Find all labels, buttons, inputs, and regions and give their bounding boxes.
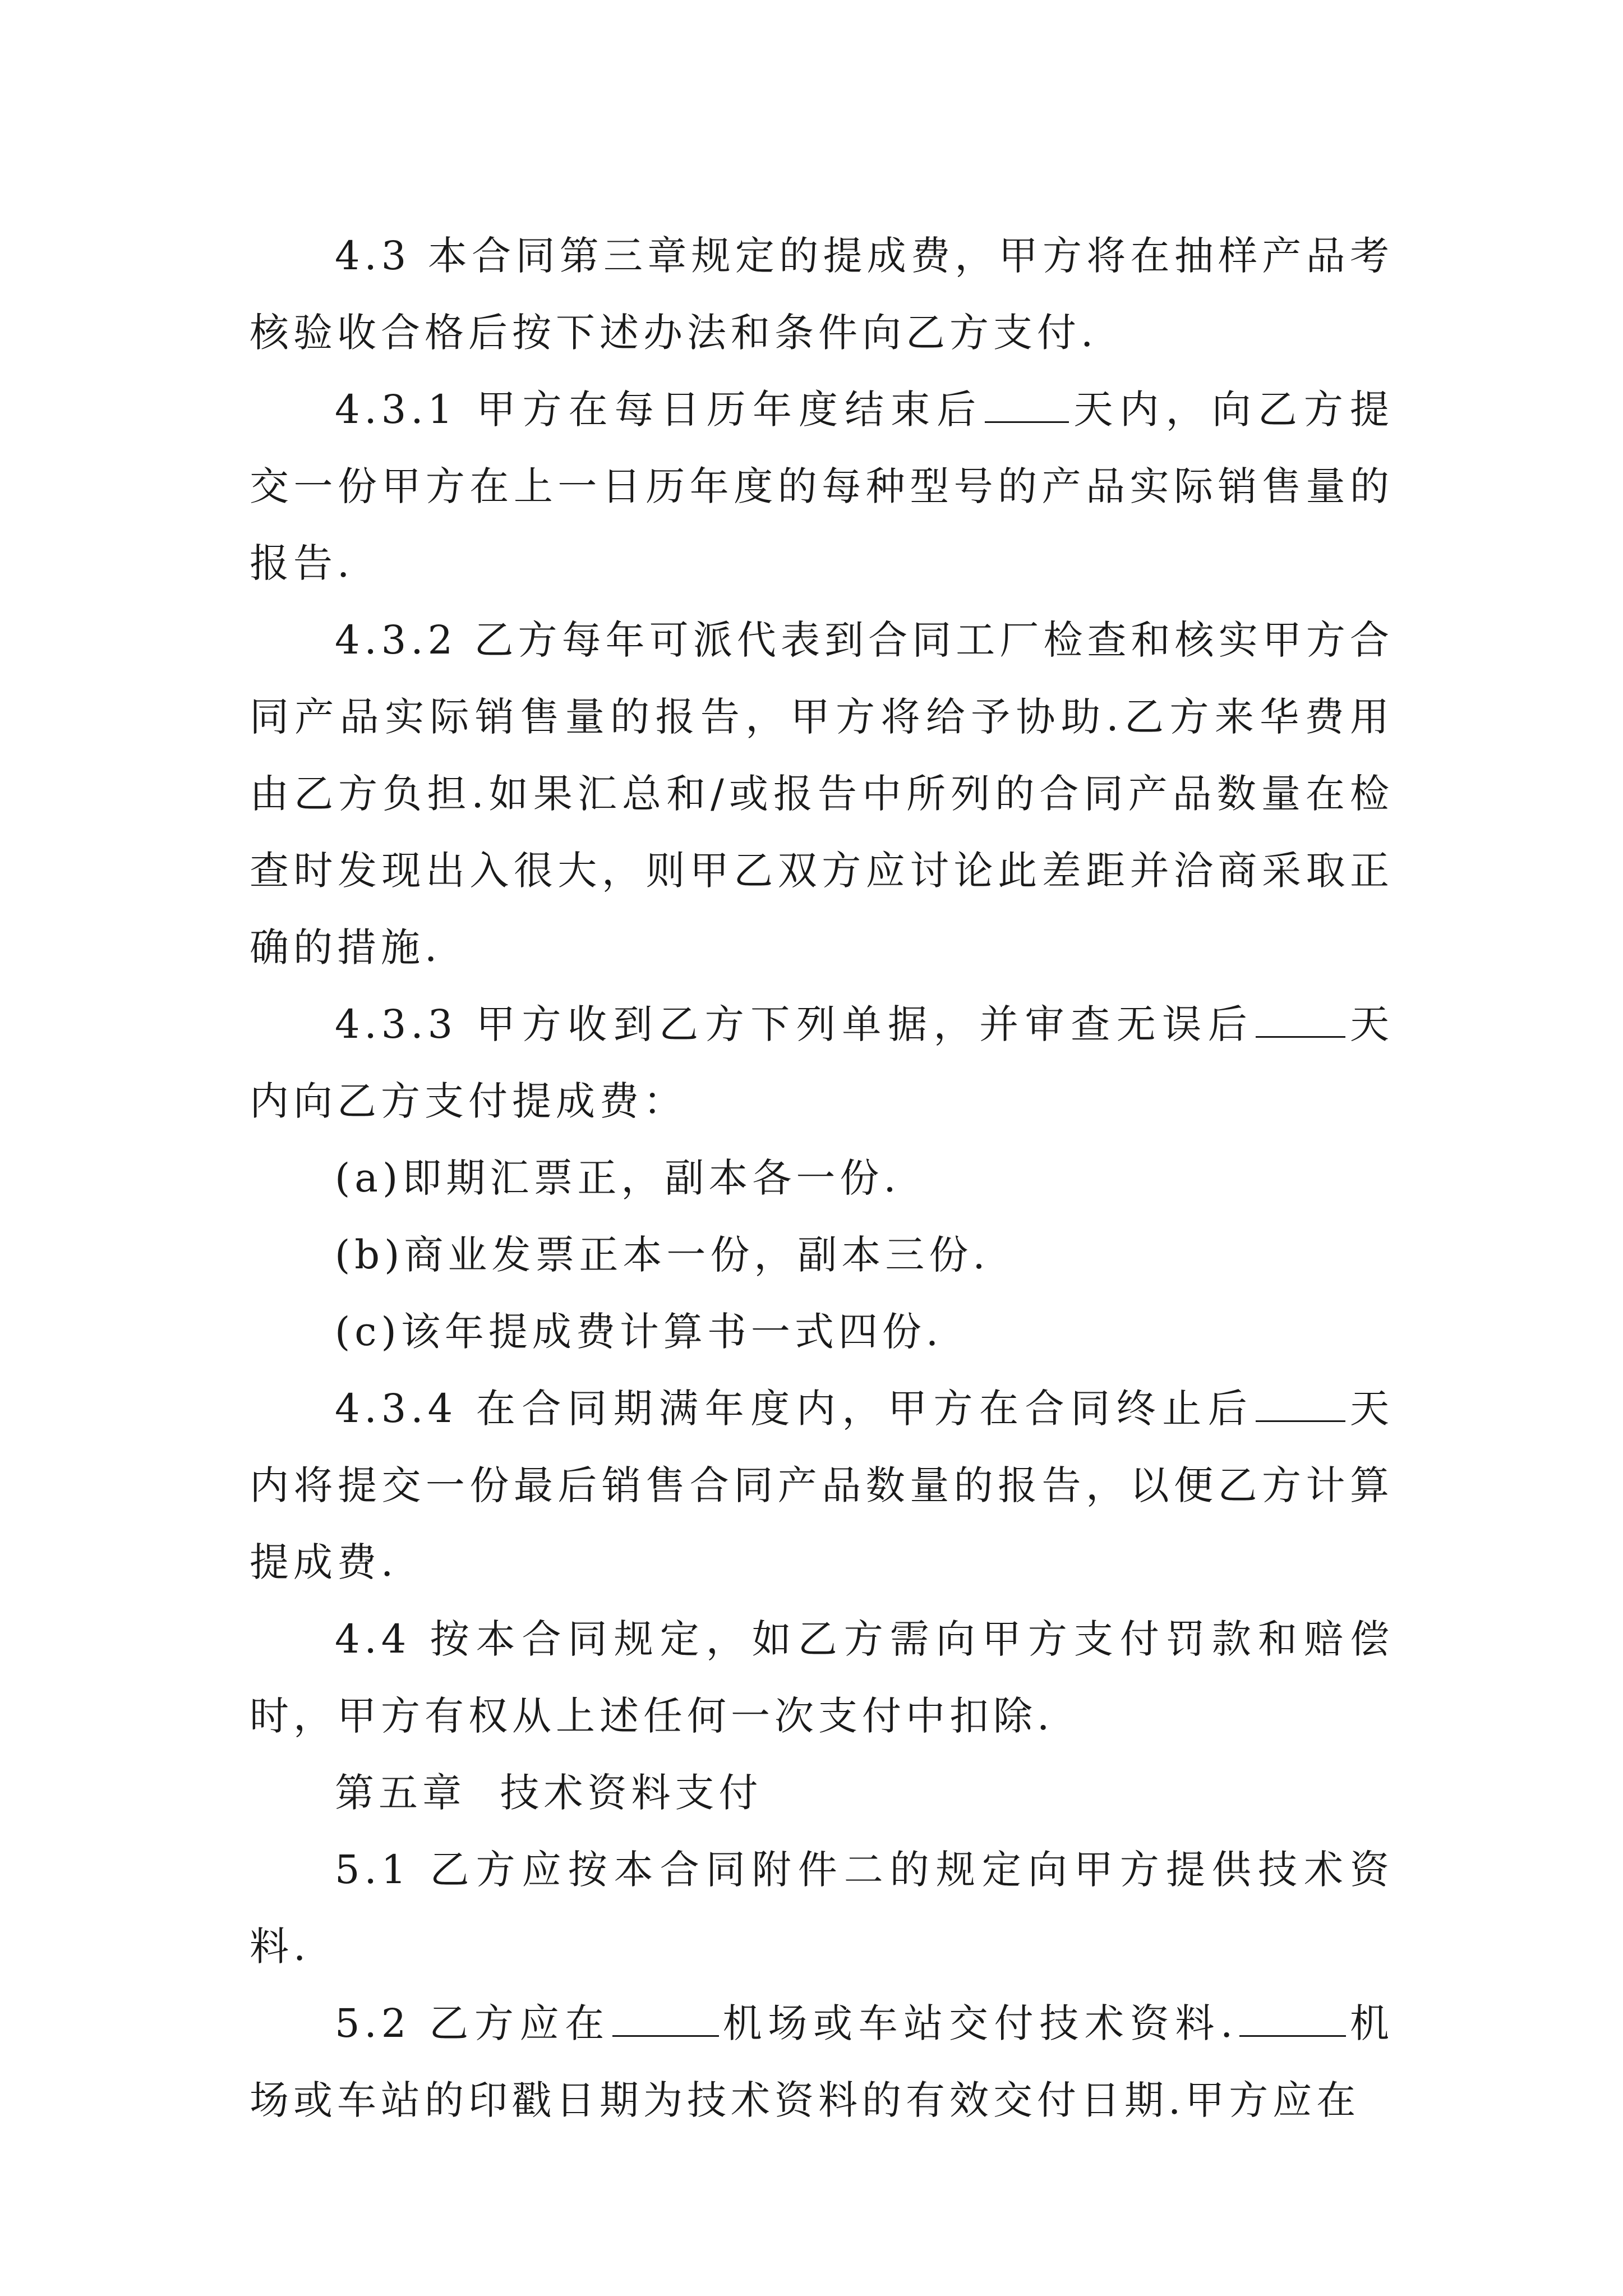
list-item-text: (a)即期汇票正，副本各一份. — [335, 1155, 901, 1201]
clause-text: 5.1 乙方应按本合同附件二的规定向甲方提供技术资料. — [250, 1847, 1394, 1970]
clause-text: 天内，向乙方提交一份甲方在上一日历年度的每种型号的产品实际销售量的报告. — [250, 386, 1394, 586]
chapter-heading — [250, 1755, 1394, 1832]
list-item-a — [250, 1140, 1394, 1217]
list-item-text: (c)该年提成费计算书一式四份. — [335, 1309, 943, 1355]
clause-text: 机场或车站交付技术资料. — [721, 2000, 1238, 2046]
clause-4-3-3 — [250, 986, 1394, 1140]
clause-text: 4.3.1 甲方在每日历年度结束后 — [335, 386, 983, 432]
list-item-text: (b)商业发票正本一份，副本三份. — [335, 1232, 990, 1278]
chapter-title: 第五章 技术资料支付 — [335, 1770, 763, 1816]
fill-in-blank — [985, 386, 1069, 423]
clause-text: 4.3.4 在合同期满年度内，甲方在合同终止后 — [335, 1386, 1254, 1432]
clause-text: 4.3.2 乙方每年可派代表到合同工厂检查和核实甲方合同产品实际销售量的报告，甲方将给予协助.乙方来华费用由乙方负担.如果汇总和/或报告中所列的合同产品数量在检查时发现出入很大，则甲乙双方应讨论此差距并洽商采取正确的措施. — [250, 617, 1394, 970]
fill-in-blank — [1239, 2000, 1346, 2037]
clause-text: 天内将提交一份最后销售合同产品数量的报告，以便乙方计算提成费. — [250, 1386, 1394, 1585]
list-item-c — [250, 1294, 1394, 1370]
document-body — [250, 218, 1394, 2139]
clause-text: 4.3.3 甲方收到乙方下列单据，并审查无误后 — [335, 1001, 1254, 1047]
fill-in-blank — [1256, 1386, 1345, 1422]
clause-text: 4.3 本合同第三章规定的提成费，甲方将在抽样产品考核验收合格后按下述办法和条件向乙方支付. — [250, 233, 1394, 356]
fill-in-blank — [612, 2000, 719, 2037]
fill-in-blank — [1256, 1001, 1345, 1038]
clause-4-4 — [250, 1601, 1394, 1755]
clause-5-2 — [250, 1985, 1394, 2139]
clause-text: 4.4 按本合同规定，如乙方需向甲方支付罚款和赔偿时，甲方有权从上述任何一次支付中扣除. — [250, 1616, 1394, 1739]
clause-text: 5.2 乙方应在 — [335, 2000, 610, 2046]
clause-text: 机场或车站的印戳日期为技术资料的有效交付日期.甲方应在 — [250, 2000, 1394, 2123]
list-item-b — [250, 1217, 1394, 1294]
clause-4-3-2 — [250, 602, 1394, 986]
clause-5-1 — [250, 1832, 1394, 1985]
clause-text: 天内向乙方支付提成费： — [250, 1001, 1394, 1124]
clause-4-3-1 — [250, 371, 1394, 602]
clause-4-3 — [250, 218, 1394, 371]
clause-4-3-4 — [250, 1370, 1394, 1601]
